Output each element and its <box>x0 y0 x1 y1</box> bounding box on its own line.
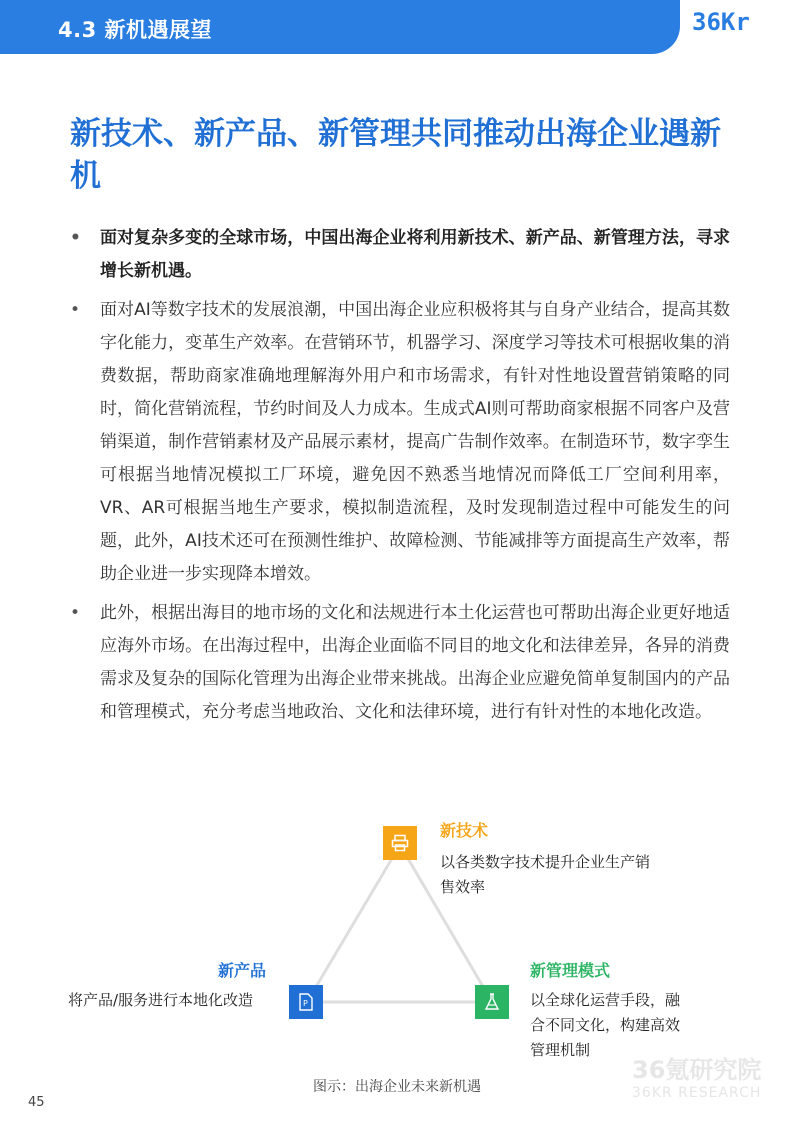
node-desc-new-management <box>530 988 680 1063</box>
node-desc-line: 以全球化运营手段，融 <box>530 991 681 1009</box>
flask-icon <box>475 985 509 1019</box>
page-headline: 新技术、新产品、新管理共同推动出海企业遇新机 <box>70 116 721 194</box>
node-desc-new-tech <box>440 850 650 900</box>
logo-mark <box>692 4 794 54</box>
bullet-item: • 面对复杂多变的全球市场，中国出海企业将利用新技术、新产品、新管理方法，寻求增长新机遇。 <box>70 222 730 288</box>
node-desc-line: 售效率 <box>440 878 486 896</box>
node-desc-new-product: 将产品/服务进行本地化改造 <box>68 991 254 1009</box>
header-bar <box>0 0 680 54</box>
node-desc-line: 管理机制 <box>530 1041 591 1059</box>
bullet-item: • 此外，根据出海目的地市场的文化和法规进行本土化运营也可帮助出海企业更好地适应海外市场。在出海过程中，出海企业面临不同目的地文化和法律差异，各异的消费需求及复杂的国际化管理为出海企业带来挑战。出海企业应避免简单复制国内的产品和管理模式，充分考虑当地政治、文化和法律环境，进行有针对性的本地化改造。 <box>70 597 730 729</box>
watermark-line: 36KR RESEARCH <box>632 1085 762 1101</box>
svg-text:P: P <box>303 999 308 1008</box>
node-desc-line: 以各类数字技术提升企业生产销 <box>440 853 651 871</box>
node-desc-line: 合不同文化，构建高效 <box>530 1016 681 1034</box>
node-title-new-product: 新产品 <box>218 961 267 980</box>
figure-caption: 图示：出海企业未来新机遇 <box>313 1079 481 1095</box>
node-title-new-management: 新管理模式 <box>530 961 611 980</box>
page-number: 45 <box>28 1095 45 1110</box>
printer-icon <box>383 826 417 860</box>
opportunity-diagram <box>0 810 794 1060</box>
watermark-line: 36氪研究院 <box>632 1056 762 1084</box>
bullet-item: • 面对AI等数字技术的发展浪潮，中国出海企业应积极将其与自身产业结合，提高其数字化能力，变革生产效率。在营销环节，机器学习、深度学习等技术可根据收集的消费数据，帮助商家准确地理解海外用户和市场需求，有针对性地设置营销策略的同时，简化营销流程，节约时间及人力成本。生成式AI则可帮助商家根据不同客户及营销渠道，制作营销素材及产品展示素材，提高广告制作效率。在制造环节，数字孪生可根据当地情况模拟工厂环境，避免因不熟悉当地情况而降低工厂空间利用率，VR、AR可根据当地生产要求，模拟制造流程，及时发现制造过程中可能发生的问题，此外，AI技术还可在预测性维护、故障检测、节能减排等方面提高生产效率，帮助企业进一步实现降本增效。 <box>70 294 730 591</box>
node-title-new-tech: 新技术 <box>440 821 489 840</box>
section-title: 4.3 新机遇展望 <box>58 18 213 42</box>
logo-text: 36Kr <box>692 8 750 36</box>
document-icon <box>289 985 323 1019</box>
brand-logo <box>692 4 794 54</box>
bullet-list <box>70 222 730 735</box>
